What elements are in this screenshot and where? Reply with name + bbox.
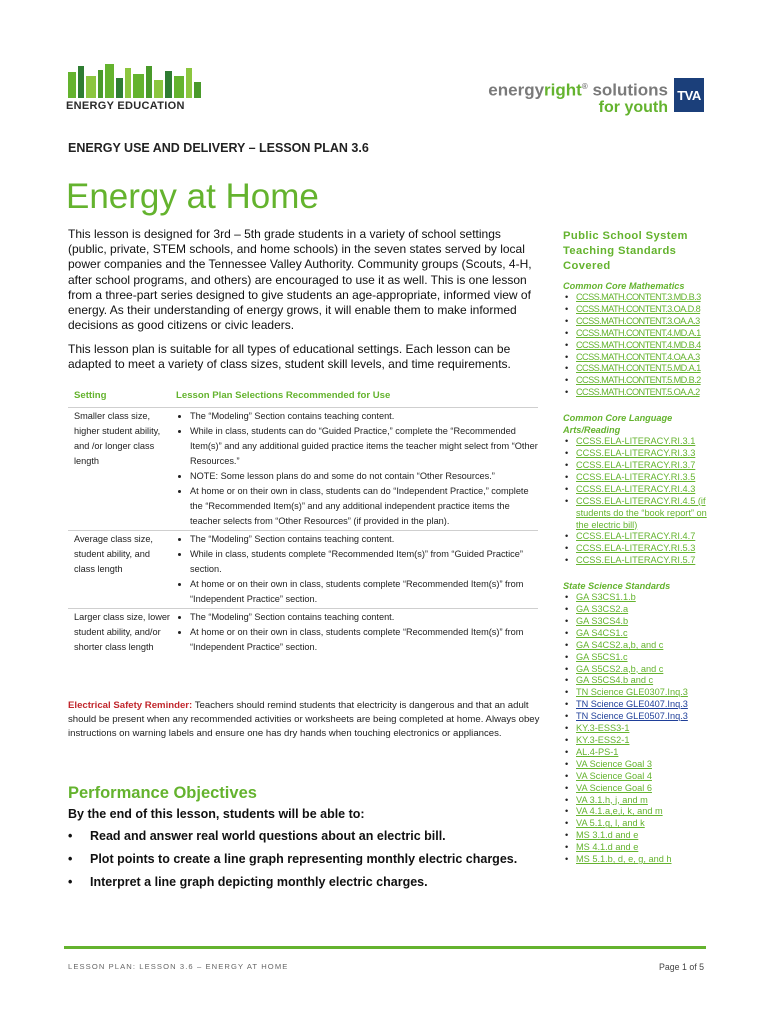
standard-link[interactable]: • VA Science Goal 3 (563, 759, 713, 771)
standard-link[interactable]: • AL.4-PS-1 (563, 747, 713, 759)
setting-cell: Smaller class size, higher student ability, and /or longer class length (68, 408, 170, 531)
city-skyline-icon (66, 62, 202, 98)
footer-rule (64, 946, 706, 949)
list-item: • The “Modeling” Section contains teaching content. (190, 610, 538, 625)
setting-cell: Larger class size, lower student ability, and/or shorter class length (68, 609, 170, 657)
standard-link[interactable]: • TN Science GLE0507.Inq.3 (563, 711, 713, 723)
standard-link[interactable]: • GA S3CS2.a (563, 604, 713, 616)
selections-cell (170, 408, 538, 531)
list-item: • While in class, students can do “Guided Practice,” complete the “Recommended Item(s)” and any additional guided practice items the teacher might select from “Other Resources.” (190, 424, 538, 469)
standard-link[interactable]: • CCSS.MATH.CONTENT.3.MD.B.3 (563, 292, 713, 304)
list-item: • At home or on their own in class, students complete “Recommended Item(s)” from “Independent Practice” section. (190, 625, 538, 655)
for-youth-text: for youth (598, 98, 668, 116)
standard-link[interactable]: • VA 4.1.a,e,i, k, and m (563, 806, 713, 818)
solutions-word: solutions (587, 80, 668, 100)
list-item: • The “Modeling” Section contains teaching content. (190, 532, 538, 547)
objectives-list (68, 828, 538, 897)
table-row (68, 408, 538, 531)
energy-word: energy (488, 80, 545, 100)
page-title: Energy at Home (66, 177, 319, 216)
standard-link[interactable]: • GA S3CS1.1.b (563, 592, 713, 604)
list-item: • NOTE: Some lesson plans do and some do not contain “Other Resources.” (190, 469, 538, 484)
safety-text: Teachers should remind students that electricity is dangerous and that an adult should be present when any recommended activities or worksheets are being completed at home. Always obey instructions on warning labels and ensure one has dry hands when touching electronics or appliances. (68, 700, 540, 739)
list-item: • At home or on their own in class, students can do “Independent Practice,” complete the “Recommended Item(s)” and any additional independent practice items the teacher selects from “Other Resources” (if provided in the plan). (190, 484, 538, 529)
standard-link[interactable]: • CCSS.ELA-LITERACY.RI.5.7 (563, 555, 713, 567)
performance-heading: Performance Objectives (68, 784, 257, 802)
standard-link[interactable]: • GA S3CS4.b (563, 616, 713, 628)
energy-education-logo (66, 62, 202, 114)
objective-item: • Plot points to create a line graph representing monthly electric charges. (68, 851, 538, 867)
table-row (68, 531, 538, 609)
math-standards-list (563, 292, 713, 399)
table-header-setting: Setting (74, 390, 107, 401)
standard-link[interactable]: • TN Science GLE0307.Inq.3 (563, 687, 713, 699)
standard-link[interactable]: • CCSS.MATH.CONTENT.4.MD.A.1 (563, 328, 713, 340)
setting-cell: Average class size, student ability, and class length (68, 531, 170, 609)
list-item: • While in class, students complete “Recommended Item(s)” from “Guided Practice” section. (190, 547, 538, 577)
performance-lead: By the end of this lesson, students will be able to: (68, 807, 365, 821)
standard-link[interactable]: • CCSS.ELA-LITERACY.RI.4.3 (563, 484, 713, 496)
lesson-subheading: ENERGY USE AND DELIVERY – LESSON PLAN 3.6 (68, 141, 369, 155)
state-heading: State Science Standards (563, 581, 671, 592)
standard-link[interactable]: • CCSS.MATH.CONTENT.4.MD.B.4 (563, 340, 713, 352)
standards-heading: Public School System Teaching Standards Covered (563, 230, 688, 272)
standard-link[interactable]: • TN Science GLE0407.Inq.3 (563, 699, 713, 711)
settings-table (68, 386, 538, 656)
right-word: right (544, 80, 582, 100)
state-standards-list (563, 592, 713, 866)
page-number: Page 1 of 5 (659, 962, 704, 972)
table-header-selections: Lesson Plan Selections Recommended for Use (176, 390, 391, 401)
standard-link[interactable]: • MS 5.1.b, d, e, g, and h (563, 854, 713, 866)
list-item: • The “Modeling” Section contains teaching content. (190, 409, 538, 424)
standard-link[interactable]: • CCSS.ELA-LITERACY.RI.4.5 (if students do the “book report” on the electric bill) (563, 496, 713, 532)
energyright-logo (488, 78, 704, 116)
ela-standards-list (563, 436, 713, 567)
energyright-wordmark: energyright® solutions (488, 80, 668, 100)
standard-link[interactable]: • CCSS.MATH.CONTENT.3.OA.A.3 (563, 316, 713, 328)
standard-link[interactable]: • GA S5CS2.a,b, and c (563, 664, 713, 676)
standard-link[interactable]: • VA 5.1.g, l, and k (563, 818, 713, 830)
intro-paragraph: This lesson is designed for 3rd – 5th grade students in a variety of school settings (public, private, STEM schools, and home schools) in the seven states served by local power companies and the Tennessee Valley Authority. Community groups (Scouts, 4-H, after school programs, and others) are encouraged to use it as well. This is one lesson from a three-part series designed to give students an age-appropriate, informed view of energy. As their understanding of energy grows, it will enable them to make informed decisions as good citizens or civic leaders. (68, 227, 532, 333)
footer-lesson-label: LESSON PLAN: LESSON 3.6 – ENERGY AT HOME (68, 962, 289, 971)
standard-link[interactable]: • GA S4CS1.c (563, 628, 713, 640)
standard-link[interactable]: • CCSS.ELA-LITERACY.RI.3.3 (563, 448, 713, 460)
settings-paragraph: This lesson plan is suitable for all types of educational settings. Each lesson can be adapted to meet a variety of class sizes, student skill levels, and time requirements. (68, 342, 511, 372)
objective-item: • Interpret a line graph depicting monthly electric charges. (68, 874, 538, 890)
standard-link[interactable]: • CCSS.ELA-LITERACY.RI.3.1 (563, 436, 713, 448)
standard-link[interactable]: • MS 3.1.d and e (563, 830, 713, 842)
standard-link[interactable]: • CCSS.MATH.CONTENT.4.OA.A.3 (563, 352, 713, 364)
standard-link[interactable]: • CCSS.ELA-LITERACY.RI.5.3 (563, 543, 713, 555)
standard-link[interactable]: • CCSS.MATH.CONTENT.5.MD.B.2 (563, 375, 713, 387)
safety-label: Electrical Safety Reminder: (68, 700, 193, 711)
tva-badge: TVA (674, 78, 704, 112)
math-heading: Common Core Mathematics (563, 281, 685, 291)
standard-link[interactable]: • CCSS.MATH.CONTENT.5.MD.A.1 (563, 363, 713, 375)
standard-link[interactable]: • CCSS.ELA-LITERACY.RI.3.7 (563, 460, 713, 472)
standards-sidebar (563, 229, 713, 866)
standard-link[interactable]: • CCSS.MATH.CONTENT.5.OA.A.2 (563, 387, 713, 399)
ela-heading: Common Core Language Arts/Reading (563, 413, 673, 436)
standard-link[interactable]: • KY.3-ESS2-1 (563, 735, 713, 747)
standard-link[interactable]: • GA S5CS4.b and c (563, 675, 713, 687)
safety-reminder (68, 699, 543, 741)
selections-cell (170, 609, 538, 657)
energy-education-wordmark: ENERGY EDUCATION (66, 100, 185, 112)
selections-cell (170, 531, 538, 609)
standard-link[interactable]: • CCSS.ELA-LITERACY.RI.3.5 (563, 472, 713, 484)
list-item: • At home or on their own in class, students complete “Recommended Item(s)” from “Independent Practice” section. (190, 577, 538, 607)
table-row (68, 609, 538, 657)
standard-link[interactable]: • GA S4CS2.a,b, and c (563, 640, 713, 652)
standard-link[interactable]: • VA 3.1.h, j, and m (563, 795, 713, 807)
standard-link[interactable]: • KY.3-ESS3-1 (563, 723, 713, 735)
standard-link[interactable]: • VA Science Goal 4 (563, 771, 713, 783)
standard-link[interactable]: • VA Science Goal 6 (563, 783, 713, 795)
standard-link[interactable]: • CCSS.MATH.CONTENT.3.OA.D.8 (563, 304, 713, 316)
objective-item: • Read and answer real world questions about an electric bill. (68, 828, 538, 844)
standard-link[interactable]: • GA S5CS1.c (563, 652, 713, 664)
standard-link[interactable]: • CCSS.ELA-LITERACY.RI.4.7 (563, 531, 713, 543)
standard-link[interactable]: • MS 4.1.d and e (563, 842, 713, 854)
